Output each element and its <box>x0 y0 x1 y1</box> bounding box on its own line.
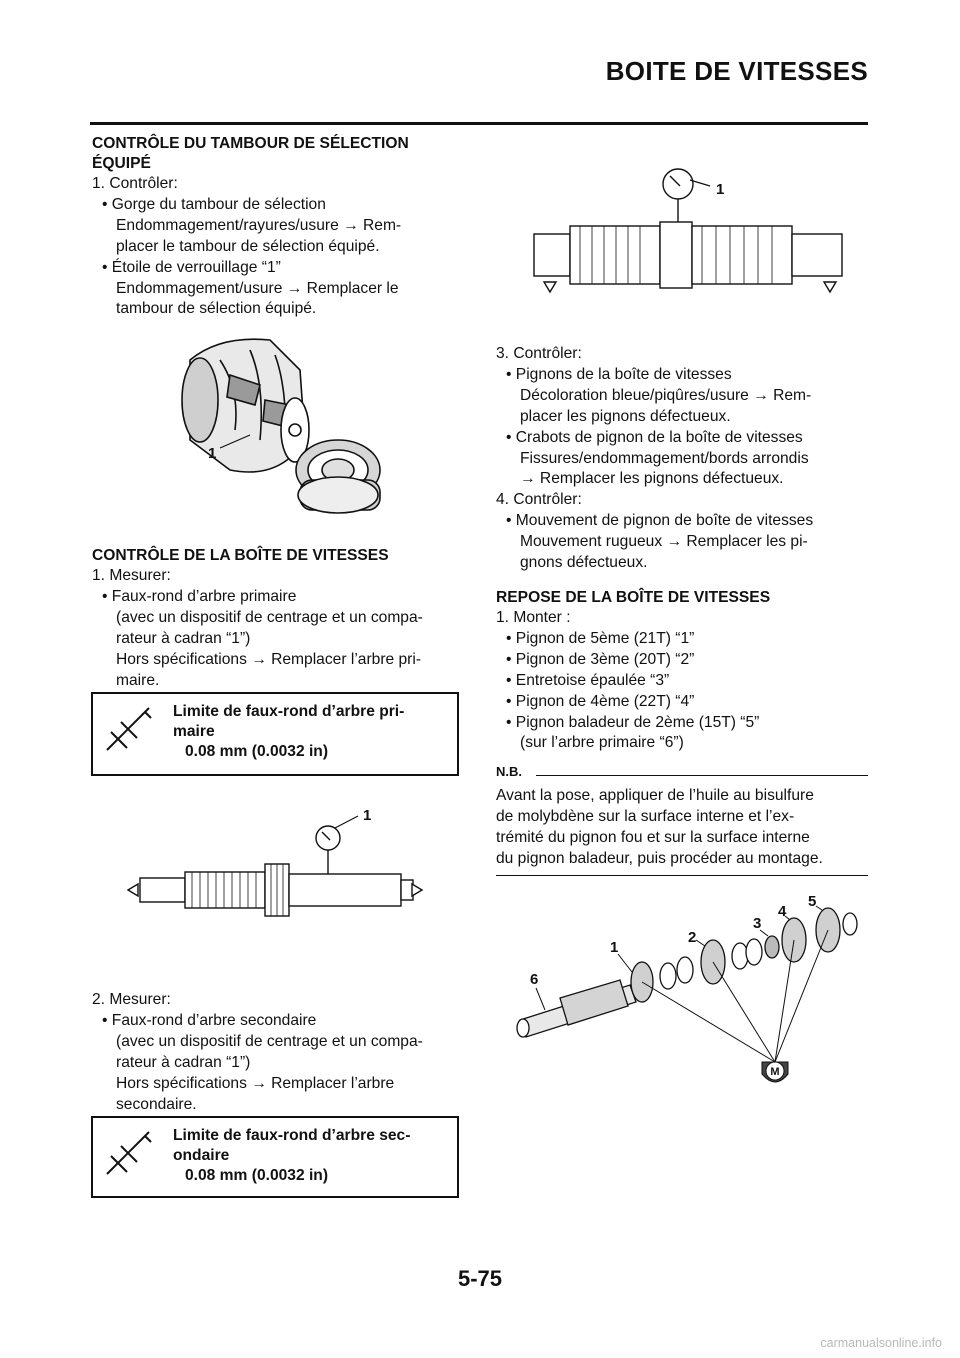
bullet-item: • Pignon baladeur de 2ème (15T) “5” <box>506 713 760 731</box>
note-rule-bottom <box>496 875 868 876</box>
spec-label: Limite de faux-rond d’arbre sec- <box>173 1127 411 1144</box>
caliper-icon <box>101 1126 157 1182</box>
section-secondary-measure <box>92 990 464 1115</box>
spec-text <box>173 1126 410 1186</box>
callout-label: 6 <box>530 971 539 988</box>
spec-label-cont: maire <box>173 723 215 740</box>
note-rule-top <box>536 775 868 776</box>
shift-drum-illustration <box>160 330 390 530</box>
text-line: rateur à cadran “1”) <box>116 1053 251 1071</box>
callout-label: 5 <box>808 893 817 910</box>
note-line: du pignon baladeur, puis procéder au montage. <box>496 849 823 867</box>
callout-label: 2 <box>688 929 697 946</box>
header-rule <box>90 122 868 125</box>
callout-label: 3 <box>753 915 762 932</box>
section-gearbox-install <box>496 588 870 754</box>
section-gearbox-check <box>92 546 464 691</box>
note-label: N.B. <box>496 764 522 779</box>
gear-assembly-illustration <box>500 890 870 1090</box>
spec-box-primary <box>91 692 459 776</box>
page-number: 5-75 <box>457 1266 503 1291</box>
note-body <box>496 786 870 870</box>
bullet-item: • Pignon de 4ème (22T) “4” <box>506 692 695 710</box>
text-line: Endommagement/rayures/usure → Rem- <box>116 216 402 234</box>
callout-label: 1 <box>716 181 725 198</box>
text-line: Hors spécifications → Remplacer l’arbre pri- <box>116 650 422 668</box>
step-label: 4. Contrôler: <box>496 491 582 509</box>
text-line: Endommagement/usure → Remplacer le <box>116 279 399 297</box>
bullet-item: • Pignon de 3ème (20T) “2” <box>506 650 695 668</box>
spec-label-cont: ondaire <box>173 1147 230 1164</box>
note-line: Avant la pose, appliquer de l’huile au bisulfure <box>496 787 814 804</box>
spec-box-secondary <box>91 1116 459 1198</box>
text-line: rateur à cadran “1”) <box>116 629 251 647</box>
text-line: tambour de sélection équipé. <box>116 300 317 318</box>
text-line: (avec un dispositif de centrage et un compa- <box>116 1032 423 1050</box>
watermark: carmanualsonline.info <box>820 1336 942 1350</box>
text-line: secondaire. <box>116 1095 197 1113</box>
bullet-item: • Crabots de pignon de la boîte de vitesses <box>506 428 803 446</box>
bullet-item: • Étoile de verrouillage “1” <box>102 258 281 276</box>
note-line: de molybdène sur la surface interne et l’ex- <box>496 807 795 825</box>
text-line: maire. <box>116 671 160 689</box>
step-label: 3. Contrôler: <box>496 345 582 362</box>
text-line: Mouvement rugueux → Remplacer les pi- <box>520 533 808 551</box>
callout-label: 1 <box>610 939 619 956</box>
text-line: placer les pignons défectueux. <box>520 407 731 425</box>
text-line: Fissures/endommagement/bords arrondis <box>520 449 809 467</box>
spec-value: 0.08 mm (0.0032 in) <box>185 1167 329 1184</box>
callout-label: 1 <box>363 807 372 824</box>
text-line: gnons défectueux. <box>520 554 648 572</box>
moly-oil-icon: M <box>770 1066 780 1078</box>
bullet-item: • Gorge du tambour de sélection <box>102 195 326 213</box>
text-line: Hors spécifications → Remplacer l’arbre <box>116 1074 395 1092</box>
bullet-item: • Faux-rond d’arbre secondaire <box>102 1011 317 1029</box>
bullet-item: • Faux-rond d’arbre primaire <box>102 587 297 605</box>
step-label: 1. Contrôler: <box>92 175 178 192</box>
text-line: (avec un dispositif de centrage et un compa- <box>116 608 423 626</box>
spec-text <box>173 702 404 762</box>
section-drum-check <box>92 134 464 320</box>
spec-value: 0.08 mm (0.0032 in) <box>185 743 329 760</box>
section-gear-check <box>496 344 870 574</box>
text-line: placer le tambour de sélection équipé. <box>116 237 380 255</box>
step-label: 1. Mesurer: <box>92 567 171 584</box>
text-line: Décoloration bleue/piqûres/usure → Rem- <box>520 386 812 404</box>
section-heading-cont: ÉQUIPÉ <box>92 155 151 172</box>
bullet-item: • Pignons de la boîte de vitesses <box>506 365 732 383</box>
step-label: 2. Mesurer: <box>92 991 171 1008</box>
text-line: → Remplacer les pignons défectueux. <box>520 470 784 488</box>
spec-label: Limite de faux-rond d’arbre pri- <box>173 703 405 720</box>
section-heading: CONTRÔLE DU TAMBOUR DE SÉLECTION <box>92 135 409 152</box>
step-label: 1. Monter : <box>496 609 571 626</box>
secondary-shaft-illustration <box>520 150 860 300</box>
page-title: BOITE DE VITESSES <box>605 56 868 86</box>
bullet-item: • Entretoise épaulée “3” <box>506 671 670 689</box>
primary-shaft-illustration <box>120 800 430 920</box>
caliper-icon <box>101 702 157 758</box>
bullet-item: • Pignon de 5ème (21T) “1” <box>506 629 695 647</box>
note-line: trémité du pignon fou et sur la surface interne <box>496 828 810 846</box>
callout-label: 4 <box>778 903 787 920</box>
text-line: (sur l’arbre primaire “6”) <box>520 734 684 752</box>
section-heading: CONTRÔLE DE LA BOÎTE DE VITESSES <box>92 547 389 564</box>
section-heading: REPOSE DE LA BOÎTE DE VITESSES <box>496 589 771 606</box>
bullet-item: • Mouvement de pignon de boîte de vitesses <box>506 512 814 530</box>
callout-label: 1 <box>208 445 217 462</box>
